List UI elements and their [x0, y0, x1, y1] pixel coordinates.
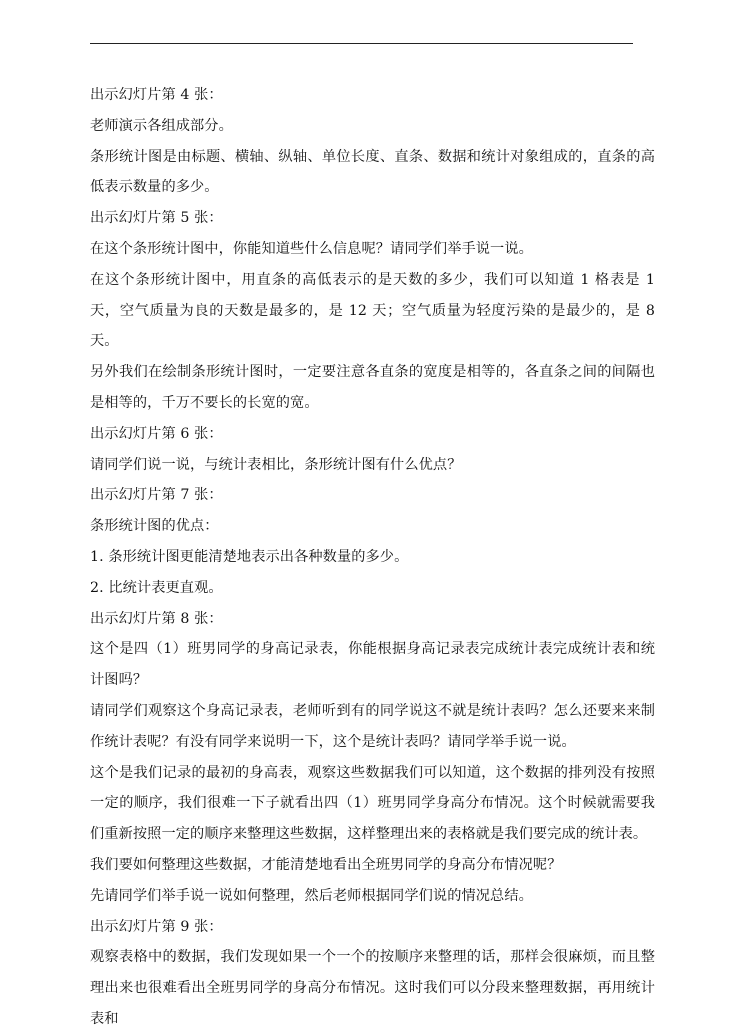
- paragraph-slide-7-heading: 出示幻灯片第 7 张：: [90, 487, 223, 504]
- paragraph: 另外我们在绘制条形统计图时，一定要注意各直条的宽度是相等的，各直条之间的间隔也是相等的，千万不要长的长宽的宽。: [90, 364, 655, 411]
- paragraph: 条形统计图是由标题、横轴、纵轴、单位长度、直条、数据和统计对象组成的，直条的高低表示数量的多少。: [90, 148, 655, 196]
- paragraph: 在这个条形统计图中，你能知道些什么信息呢？请同学们举手说一说。: [90, 240, 533, 257]
- paragraph-slide-5-heading: 出示幻灯片第 5 张：: [90, 210, 223, 227]
- list-item: 2. 比统计表更直观。: [90, 579, 223, 596]
- paragraph-slide-8-heading: 出示幻灯片第 8 张：: [90, 610, 223, 627]
- list-item: 1. 条形统计图更能清楚地表示出各种数量的多少。: [90, 548, 409, 565]
- paragraph: 在这个条形统计图中，用直条的高低表示的是天数的多少，我们可以知道 1 格表是 1 天，空气质量为良的天数是最多的，是 12 天；空气质量为轻度污染的是最少的，是 8 天。: [90, 271, 655, 350]
- paragraph-slide-4-heading: 出示幻灯片第 4 张：: [90, 87, 223, 103]
- paragraph: 观察表格中的数据，我们发现如果一个一个的按顺序来整理的话，那样会很麻烦，而且整理出来也很难看出全班男同学的身高分布情况。这时我们可以分段来整理数据，再用统计表和: [90, 949, 655, 1027]
- paragraph-slide-6-heading: 出示幻灯片第 6 张：: [90, 425, 223, 442]
- paragraph: 我们要如何整理这些数据，才能清楚地看出全班男同学的身高分布情况呢？: [90, 856, 562, 873]
- paragraph-slide-9-heading: 出示幻灯片第 9 张：: [90, 918, 223, 935]
- paragraph: 先请同学们举手说一说如何整理，然后老师根据同学们说的情况总结。: [90, 887, 533, 904]
- paragraph: 这个是四（1）班男同学的身高记录表，你能根据身高记录表完成统计表完成统计表和统计图吗？: [90, 641, 655, 689]
- paragraph: 这个是我们记录的最初的身高表，观察这些数据我们可以知道，这个数据的排列没有按照一定的顺序，我们很难一下子就看出四（1）班男同学身高分布情况。这个时候就需要我们重新按照一定的顺序来整理这些数据，这样整理出来的表格就是我们要完成的统计表。: [90, 764, 655, 843]
- paragraph: 老师演示各组成部分。: [90, 117, 233, 134]
- paragraph: 请同学们观察这个身高记录表，老师听到有的同学说这不就是统计表吗？怎么还要来来制作统计表呢？有没有同学来说明一下，这个是统计表吗？请同学举手说一说。: [90, 702, 655, 750]
- paragraph: 条形统计图的优点：: [90, 518, 219, 535]
- header-rule: [90, 43, 633, 44]
- paragraph: 请同学们说一说，与统计表相比，条形统计图有什么优点？: [90, 456, 462, 473]
- document-body: [90, 80, 655, 1035]
